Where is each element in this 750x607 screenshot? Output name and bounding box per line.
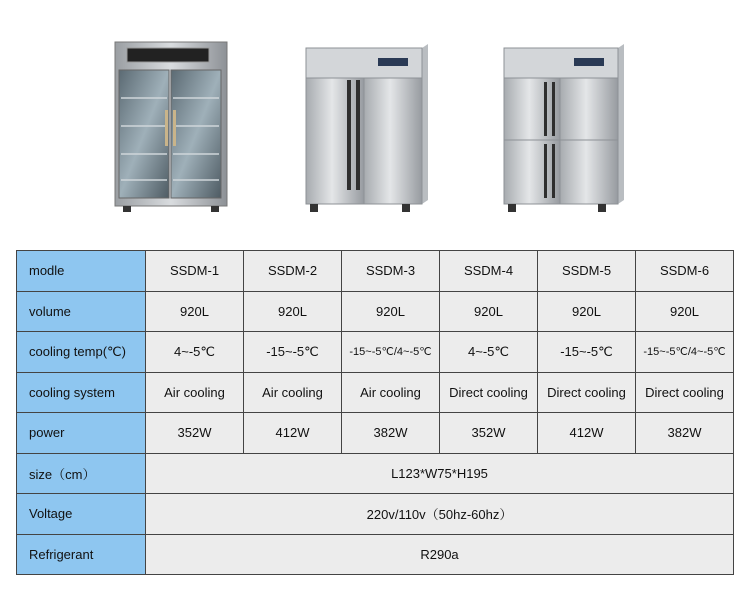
table-cell: 4~-5℃	[146, 332, 244, 373]
table-cell: 352W	[440, 413, 538, 454]
table-cell: -15~-5℃	[538, 332, 636, 373]
row-label: modle	[17, 251, 146, 292]
table-cell: 920L	[636, 291, 734, 332]
row-label: size（cm）	[17, 453, 146, 494]
table-cell: SSDM-1	[146, 251, 244, 292]
table-cell: SSDM-2	[244, 251, 342, 292]
table-row-model	[17, 251, 734, 292]
four-door-refrigerator-icon	[498, 40, 630, 216]
row-label: Voltage	[17, 494, 146, 535]
table-cell: SSDM-3	[342, 251, 440, 292]
table-cell: Direct cooling	[538, 372, 636, 413]
table-cell: SSDM-5	[538, 251, 636, 292]
table-cell: Direct cooling	[636, 372, 734, 413]
row-label: Refrigerant	[17, 534, 146, 575]
table-cell: Air cooling	[146, 372, 244, 413]
table-cell: 920L	[244, 291, 342, 332]
row-label: cooling temp(℃)	[17, 332, 146, 373]
glass-door-refrigerator-icon	[113, 40, 231, 216]
table-cell: Air cooling	[244, 372, 342, 413]
table-cell: SSDM-6	[636, 251, 734, 292]
table-cell-merged: R290a	[146, 534, 734, 575]
table-cell-merged: L123*W75*H195	[146, 453, 734, 494]
table-row-power	[17, 413, 734, 454]
table-cell: -15~-5℃/4~-5℃	[342, 332, 440, 373]
spec-table	[16, 250, 734, 575]
table-cell: -15~-5℃/4~-5℃	[636, 332, 734, 373]
table-cell: 920L	[440, 291, 538, 332]
row-label: volume	[17, 291, 146, 332]
table-row-size	[17, 453, 734, 494]
table-cell: 412W	[244, 413, 342, 454]
table-cell: 920L	[538, 291, 636, 332]
table-row-volume	[17, 291, 734, 332]
table-cell: 412W	[538, 413, 636, 454]
table-cell: -15~-5℃	[244, 332, 342, 373]
table-cell-merged: 220v/110v（50hz-60hz）	[146, 494, 734, 535]
table-cell: Air cooling	[342, 372, 440, 413]
table-row-voltage	[17, 494, 734, 535]
row-label: cooling system	[17, 372, 146, 413]
table-cell: SSDM-4	[440, 251, 538, 292]
table-cell: 382W	[342, 413, 440, 454]
table-cell: 920L	[146, 291, 244, 332]
row-label: power	[17, 413, 146, 454]
table-row-refrigerant	[17, 534, 734, 575]
table-row-cooling-system	[17, 372, 734, 413]
two-door-refrigerator-icon	[300, 40, 432, 216]
table-cell: Direct cooling	[440, 372, 538, 413]
table-row-cooling-temp	[17, 332, 734, 373]
table-cell: 382W	[636, 413, 734, 454]
table-cell: 352W	[146, 413, 244, 454]
table-cell: 4~-5℃	[440, 332, 538, 373]
table-cell: 920L	[342, 291, 440, 332]
